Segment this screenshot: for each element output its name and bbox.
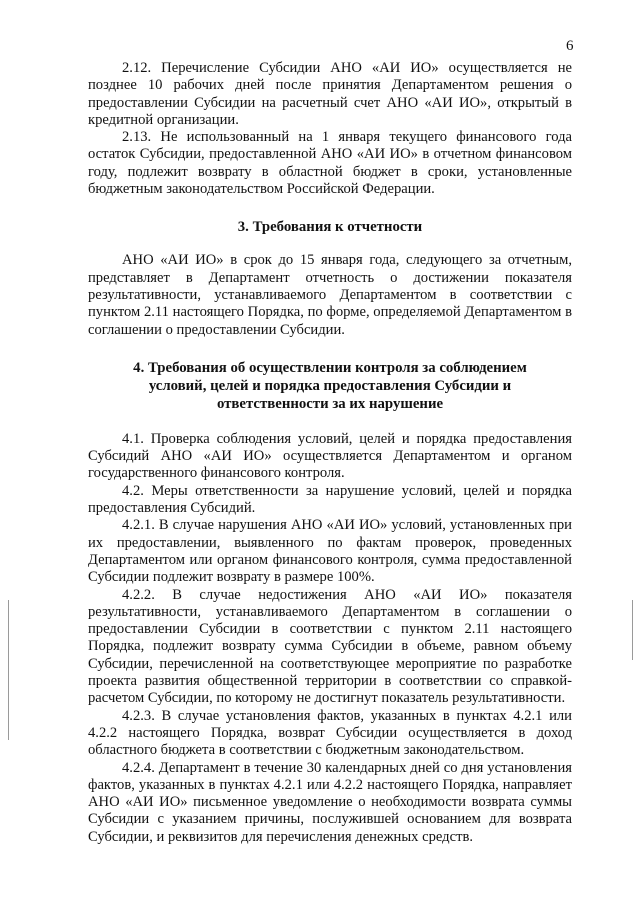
paragraph-4-2-3: 4.2.3. В случае установления фактов, указанных в пунктах 4.2.1 или 4.2.2 настоящего Порядка, возврат Субсидии осуществляется в доход областного бюджета в соответствии с бюджетным законодательством. bbox=[88, 707, 572, 759]
paragraph-4-2: 4.2. Меры ответственности за нарушение условий, целей и порядка предоставления Субсидий. bbox=[88, 482, 572, 517]
section-4-heading bbox=[88, 359, 572, 413]
paragraph-4-2-1: 4.2.1. В случае нарушения АНО «АИ ИО» условий, установленных при их предоставлении, выявленного по фактам проверок, проведенных Департаментом или органом финансового контроля, сумма предоставленной Субсидии подлежит возврату в размере 100%. bbox=[88, 517, 572, 586]
section-4-heading-line-3: ответственности за их нарушение bbox=[216, 395, 444, 412]
section-3-heading: 3. Требования к отчетности bbox=[237, 219, 423, 236]
paragraph-4-1: 4.1. Проверка соблюдения условий, целей и порядка предоставления Субсидий АНО «АИ ИО» осуществляется Департаментом и органом государственного финансового контроля. bbox=[88, 430, 572, 482]
paragraph-2-12: 2.12. Перечисление Субсидии АНО «АИ ИО» осуществляется не позднее 10 рабочих дней после принятия Департаментом решения о предоставлении Субсидии на расчетный счет АНО «АИ ИО», открытый в кредитной организации. bbox=[88, 60, 572, 128]
paragraph-2-13: 2.13. Не использованный на 1 января текущего финансового года остаток Субсидии, предоставленной АНО «АИ ИО» в отчетном финансовом году, подлежит возврату в областной бюджет в сроки, установленные бюджетным законодательством Российской Федерации. bbox=[88, 129, 572, 198]
left-margin-scan-line bbox=[8, 600, 9, 740]
paragraph-4-2-4: 4.2.4. Департамент в течение 30 календарных дней со дня установления фактов, указанных в пунктах 4.2.1 или 4.2.2 настоящего Порядка, направляет АНО «АИ ИО» письменное уведомление о необходимости возврата суммы Субсидии с указанием причины, послужившей основанием для возврата Субсидии, и реквизитов для перечисления денежных средств. bbox=[88, 759, 572, 845]
right-margin-scan-line bbox=[632, 600, 633, 660]
section-4-heading-line-1: 4. Требования об осуществлении контроля за соблюдением bbox=[133, 359, 527, 376]
section-4-heading-line-2: условий, целей и порядка предоставления Субсидии и bbox=[148, 377, 512, 394]
document-body bbox=[88, 60, 572, 846]
paragraph-3: АНО «АИ ИО» в срок до 15 января года, следующего за отчетным, представляет в Департамент отчетность о достижении показателя результативности, устанавливаемого Департаментом в соответствии с пунктом 2.11 настоящего Порядка, по форме, определяемой Департаментом в соглашении о предоставлении Субсидии. bbox=[88, 252, 572, 338]
paragraph-4-2-2: 4.2.2. В случае недостижения АНО «АИ ИО» показателя результативности, устанавливаемого Департаментом в соглашении о предоставлении Субсидии в соответствии с пунктом 2.11 настоящего Порядка, подлежит возврату сумма Субсидии в объеме, равном объему Субсидии, перечисленной на соответствующее мероприятие по разработке проекта развития общественной территории в соответствии со справкой-расчетом Субсидии, по которому не достигнут показатель результативности. bbox=[88, 586, 572, 707]
page-number: 6 bbox=[566, 38, 574, 54]
